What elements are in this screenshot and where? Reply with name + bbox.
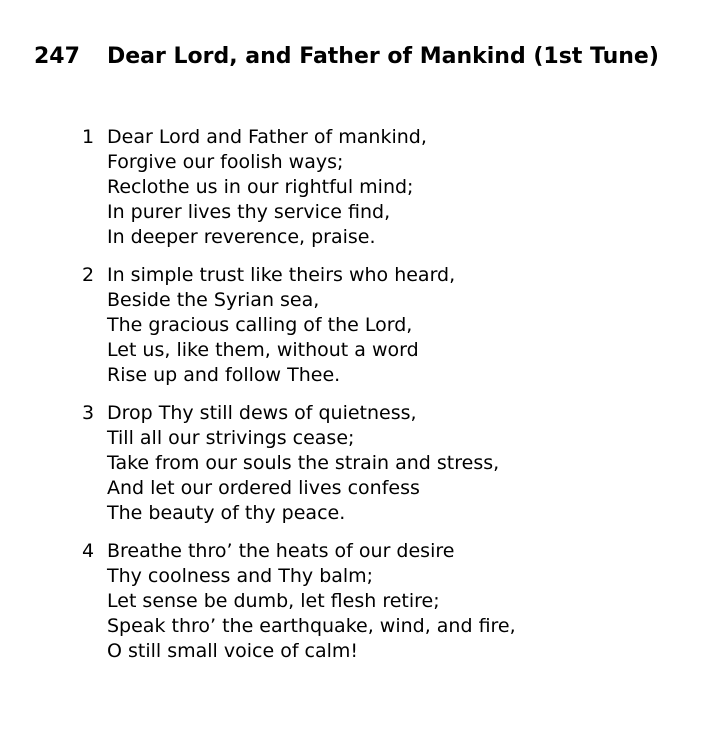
verse-line: Dear Lord and Father of mankind, (107, 126, 427, 148)
verse-lines (107, 125, 720, 250)
verse-number: 2 (82, 264, 95, 286)
verse-line: In simple trust like theirs who heard, (107, 264, 456, 286)
verses-list (0, 125, 720, 677)
verse-line: Reclothe us in our rightful mind; (107, 176, 414, 198)
hymn-number: 247 (34, 44, 80, 69)
verse-line: Forgive our foolish ways; (107, 151, 344, 173)
verse-line: And let our ordered lives confess (107, 477, 420, 499)
verse-line: In deeper reverence, praise. (107, 226, 376, 248)
verse-line: O still small voice of calm! (107, 640, 359, 662)
verse-2 (0, 263, 720, 388)
verse-line: Beside the Syrian sea, (107, 289, 320, 311)
verse-lines (107, 401, 720, 526)
verse-3 (0, 401, 720, 526)
verse-1 (0, 125, 720, 250)
verse-line: Take from our souls the strain and stress, (107, 452, 500, 474)
verse-line: Till all our strivings cease; (107, 427, 355, 449)
hymn-header (0, 40, 720, 74)
verse-number: 4 (82, 540, 95, 562)
verse-line: Thy coolness and Thy balm; (107, 565, 374, 587)
verse-lines (107, 263, 720, 388)
verse-number: 1 (82, 126, 95, 148)
verse-4 (0, 539, 720, 664)
verse-line: Drop Thy still dews of quietness, (107, 402, 417, 424)
verse-line: Breathe thro’ the heats of our desire (107, 540, 455, 562)
verse-line: In purer lives thy service find, (107, 201, 391, 223)
hymn-title: Dear Lord, and Father of Mankind (1st Tune) (107, 44, 659, 69)
verse-line: Rise up and follow Thee. (107, 364, 341, 386)
verse-lines (107, 539, 720, 664)
verse-line: The beauty of thy peace. (107, 502, 346, 524)
verse-line: Let sense be dumb, let flesh retire; (107, 590, 440, 612)
verse-line: Speak thro’ the earthquake, wind, and fire, (107, 615, 516, 637)
verse-line: The gracious calling of the Lord, (107, 314, 413, 336)
verse-line: Let us, like them, without a word (107, 339, 419, 361)
verse-number: 3 (82, 402, 95, 424)
